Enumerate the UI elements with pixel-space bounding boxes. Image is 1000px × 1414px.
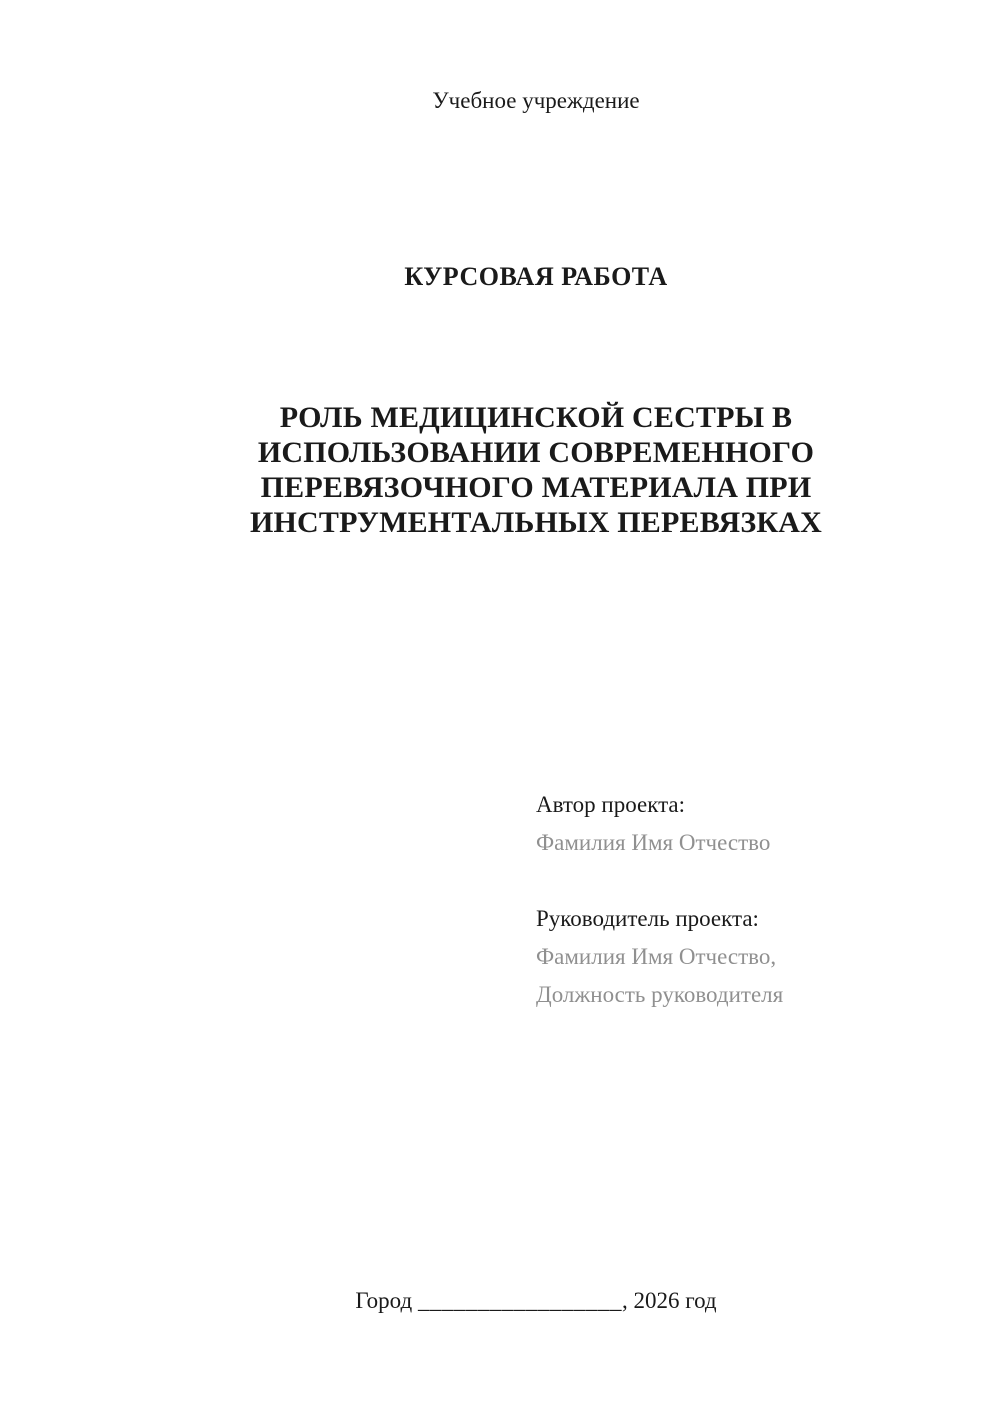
supervisor-label: Руководитель проекта: [536,906,759,931]
author-name-placeholder: Фамилия Имя Отчество [536,830,771,855]
supervisor-role-placeholder: Должность руководителя [536,982,784,1007]
work-type-heading: КУРСОВАЯ РАБОТА [404,262,668,291]
year-text: , 2026 год [621,1288,717,1313]
author-label: Автор проекта: [536,792,685,817]
blank-underline: _________________ [417,1288,622,1313]
institution-name: Учебное учреждение [432,88,640,113]
credits-block [536,786,783,1014]
credits-spacer [536,862,783,900]
city-year-line [143,1288,929,1314]
title-line-2: ИСПОЛЬЗОВАНИИ СОВРЕМЕННОГО [257,436,815,469]
city-label: Город [355,1288,418,1313]
title-line-4: ИНСТРУМЕНТАЛЬНЫХ ПЕРЕВЯЗКАХ [249,506,823,539]
title-line-1: РОЛЬ МЕДИЦИНСКОЙ СЕСТРЫ В [279,401,793,434]
document-title [143,400,929,540]
title-line-3: ПЕРЕВЯЗОЧНОГО МАТЕРИАЛА ПРИ [260,471,812,504]
supervisor-name-placeholder: Фамилия Имя Отчество, [536,944,777,969]
